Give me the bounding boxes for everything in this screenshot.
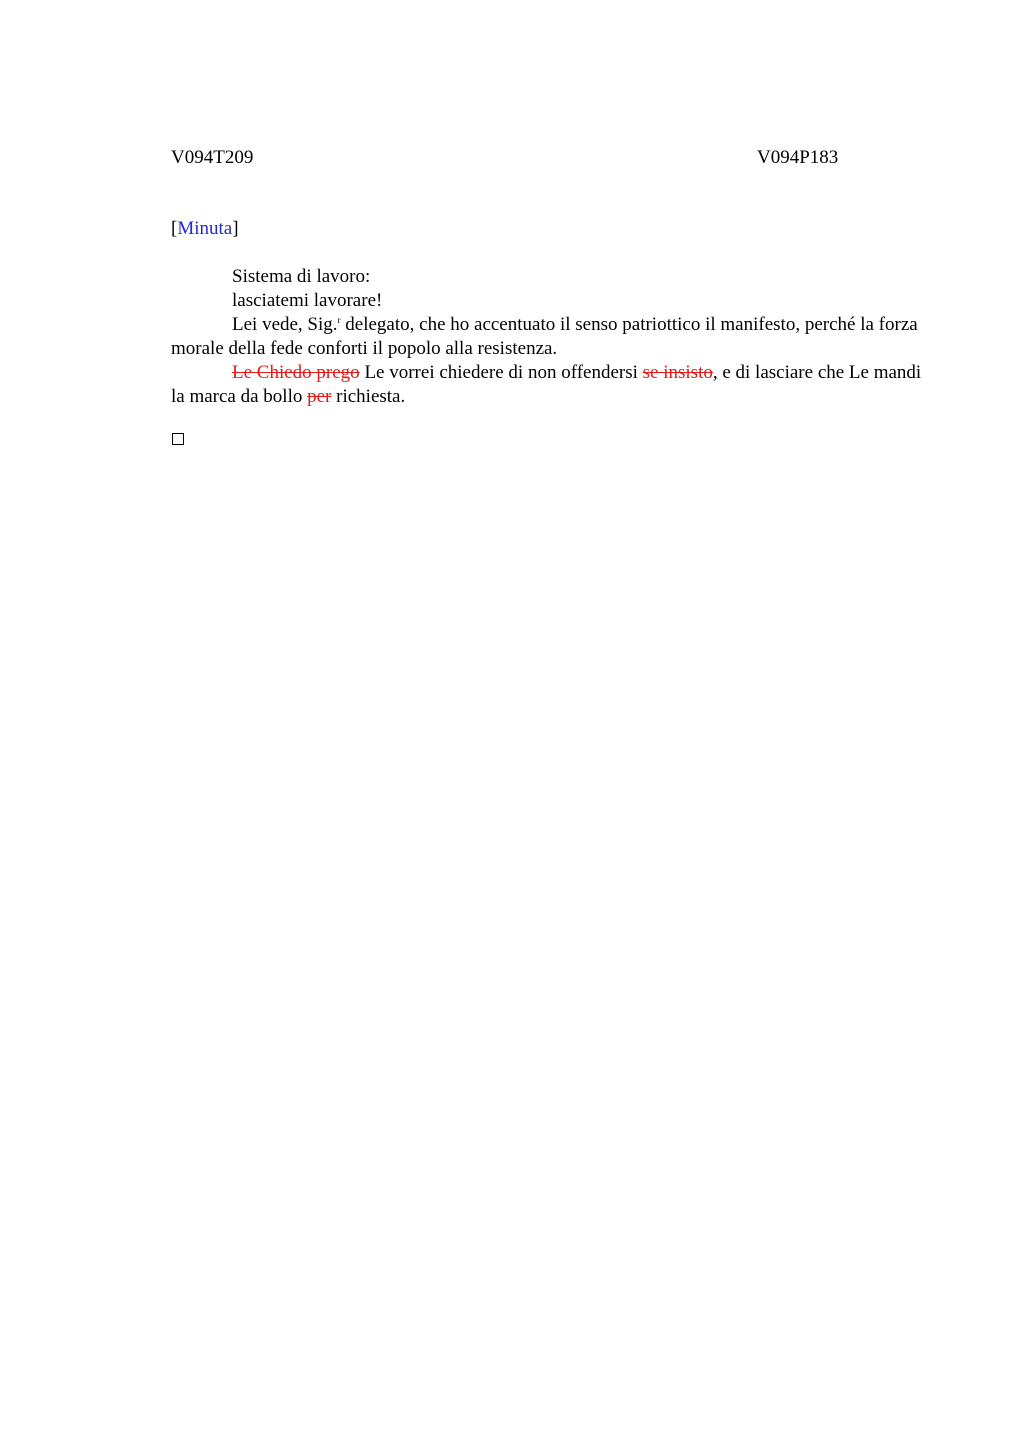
deleted-text-2: se insisto xyxy=(642,362,713,383)
document-page xyxy=(171,146,931,445)
document-id-right: V094P183 xyxy=(757,147,839,168)
para3-text-end: delegato, che ho accentuato il senso patriottico il manifesto, perché la forza morale della fede conforti il popolo alla resistenza. xyxy=(171,314,918,359)
section-label-text: Minuta xyxy=(177,218,233,239)
para3-superscript: r xyxy=(337,315,341,325)
section-label xyxy=(171,217,931,241)
document-id-left: V094T209 xyxy=(171,147,254,168)
document-header xyxy=(171,146,931,170)
para4-text-3: richiesta. xyxy=(331,386,406,407)
body-paragraph-3 xyxy=(171,313,931,361)
body-line-2: lasciatemi lavorare! xyxy=(232,290,383,311)
body-line-1: Sistema di lavoro: xyxy=(232,266,371,287)
para4-text-1: Le vorrei chiedere di non offendersi xyxy=(359,362,643,383)
body-paragraph-4 xyxy=(171,361,931,409)
empty-square-icon xyxy=(172,433,184,445)
para4-text-2: , e di lasciare che Le mandi la marca da bollo xyxy=(171,362,922,407)
deleted-text-1: Le Chiedo prego xyxy=(232,362,360,383)
section-open-bracket: [ xyxy=(171,218,178,239)
para3-text-start: Lei vede, Sig. xyxy=(232,314,338,335)
deleted-text-3: per xyxy=(307,386,332,407)
letter-body xyxy=(171,265,931,409)
section-close-bracket: ] xyxy=(232,218,239,239)
